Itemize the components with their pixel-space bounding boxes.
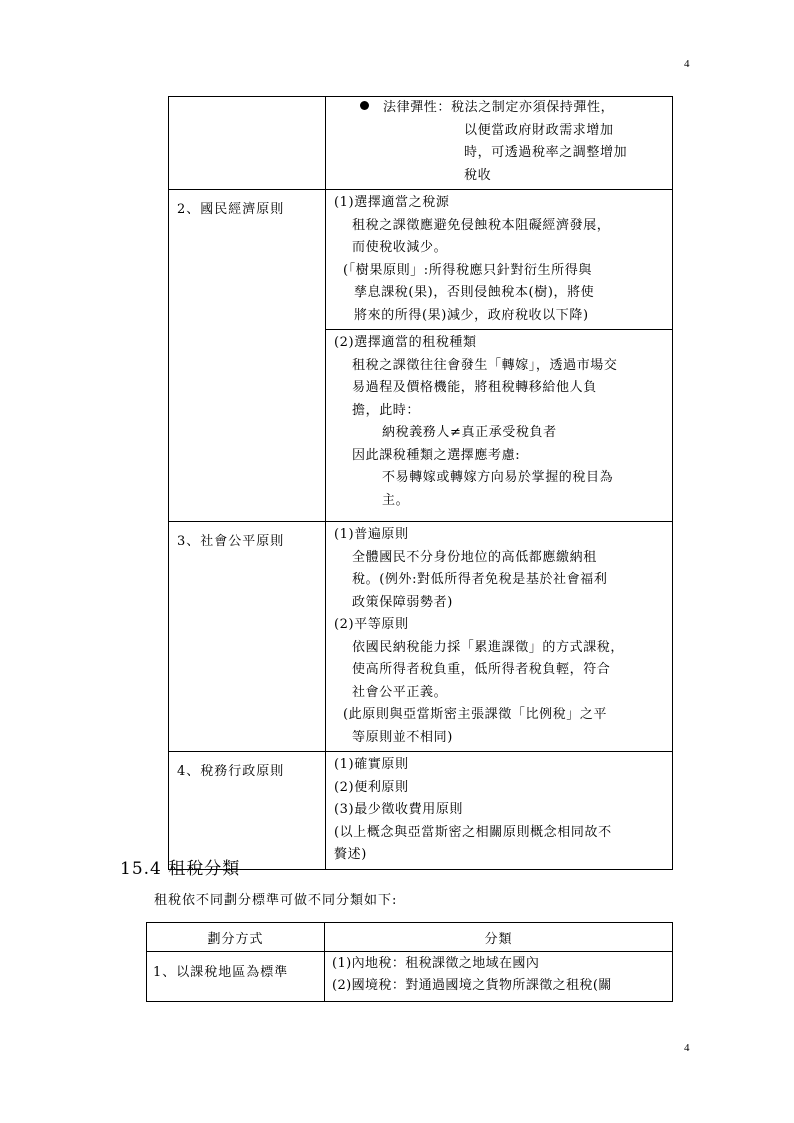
tax-admin-cell xyxy=(326,752,673,870)
list-item: (3)最少徵收費用原則 xyxy=(334,802,464,817)
note-line: 等原則並不相同) xyxy=(352,729,453,745)
table-row xyxy=(169,97,673,190)
body-line: 而使稅收減少。 xyxy=(352,240,448,255)
region-classification-cell xyxy=(325,952,673,1002)
body-line: 全體國民不分身份地位的高低都應繳納租 xyxy=(352,549,597,565)
bullet-continuation: 以便當政府財政需求增加 xyxy=(464,122,614,138)
rule-line: 不易轉嫁或轉嫁方向易於掌握的稅目為 xyxy=(382,470,614,485)
table-row xyxy=(169,522,673,752)
row-label-administration: 4、稅務行政原則 xyxy=(169,752,326,870)
rule-line: 主。 xyxy=(382,492,410,508)
item-heading: (1)普遍原則 xyxy=(334,527,409,542)
note-line: (此原則與亞當斯密主張課徵「比例稅」之平 xyxy=(343,707,608,722)
bullet-continuation: 稅收 xyxy=(464,167,492,183)
body-line: 易過程及價格機能，將租稅轉移給他人負 xyxy=(352,380,597,395)
empty-cell xyxy=(169,97,326,190)
section-description: 租稅依不同劃分標準可做不同分類如下: xyxy=(154,893,398,908)
note-line: 贅述) xyxy=(334,847,367,862)
row-label-economic: 2、國民經濟原則 xyxy=(169,190,326,522)
note-line: (「樹果原則」:所得稅應只針對衍生所得與 xyxy=(343,262,592,278)
tax-type-cell xyxy=(326,330,673,522)
note-line: 孳息課稅(果)，否則侵蝕稅本(樹)，將使 xyxy=(354,285,595,300)
column-header: 分類 xyxy=(325,923,673,952)
body-line: 擔，此時： xyxy=(352,402,421,418)
body-line: 稅。(例外:對低所得者免稅是基於社會福利 xyxy=(352,572,608,587)
tax-classification-table xyxy=(146,922,673,1002)
bullet-continuation: 時，可透過稅率之調整增加 xyxy=(464,145,628,160)
row-label-social: 3、社會公平原則 xyxy=(169,522,326,752)
note-line: (以上概念與亞當斯密之相關原則概念相同故不 xyxy=(334,824,612,840)
body-line: 使高所得者稅負重，低所得者稅負輕，符合 xyxy=(352,662,611,677)
note-line: 將來的所得(果)減少，政府稅收以下降) xyxy=(354,307,589,323)
body-line: 租稅之課徵應避免侵蝕稅本阻礙經濟發展， xyxy=(352,217,611,233)
social-fairness-cell xyxy=(326,522,673,752)
table-row xyxy=(169,752,673,870)
bullet-icon xyxy=(360,101,369,110)
list-item: (1)確實原則 xyxy=(334,757,409,772)
body-line: 政策保障弱勢者) xyxy=(352,594,453,610)
table-row xyxy=(147,952,673,1002)
row-label-region: 1、以課稅地區為標準 xyxy=(147,952,325,1002)
page-number-bottom: 4 xyxy=(684,1042,690,1054)
equation-line: 納稅義務人≠真正承受稅負者 xyxy=(382,425,557,440)
body-line: 租稅之課徵往往會發生「轉嫁」，透過市場交 xyxy=(352,357,618,373)
section-title: 15.4 租稅分類 xyxy=(120,859,241,879)
item-heading: (2)選擇適當的租稅種類 xyxy=(334,335,477,350)
body-line: 社會公平正義。 xyxy=(352,684,448,700)
body-line: 依國民納稅能力採「累進課徵」的方式課稅， xyxy=(352,639,625,655)
legal-flexibility-cell xyxy=(326,97,673,190)
tax-source-cell xyxy=(326,190,673,330)
list-item: (2)國境稅：對通過國境之貨物所課徵之租稅(關 xyxy=(332,978,612,993)
table-header-row xyxy=(147,923,673,952)
bullet-text: 法律彈性：稅法之制定亦須保持彈性， xyxy=(383,100,615,115)
list-item: (2)便利原則 xyxy=(334,779,409,795)
item-heading: (1)選擇適當之稅源 xyxy=(334,195,450,210)
page-number-top: 4 xyxy=(684,58,690,70)
item-heading: (2)平等原則 xyxy=(334,617,409,632)
bullet-item xyxy=(334,97,668,120)
table-row xyxy=(169,190,673,330)
tax-principles-table xyxy=(168,96,673,870)
list-item: (1)內地稅：租稅課徵之地域在國內 xyxy=(332,956,540,971)
body-line: 因此課稅種類之選擇應考慮: xyxy=(352,447,521,463)
column-header: 劃分方式 xyxy=(147,923,325,952)
